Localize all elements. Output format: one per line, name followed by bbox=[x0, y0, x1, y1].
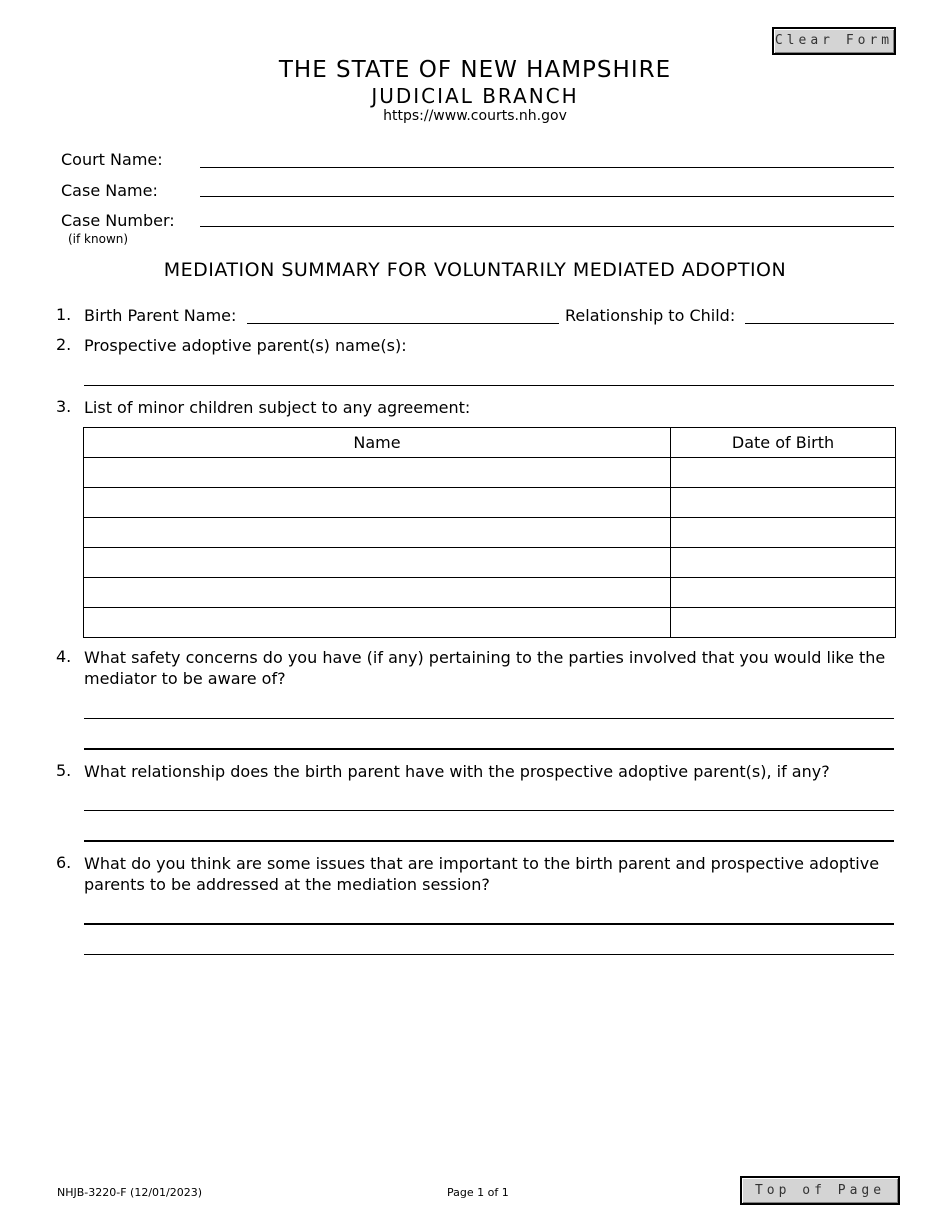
child-dob-cell[interactable] bbox=[671, 518, 896, 548]
if-known-note: (if known) bbox=[68, 232, 129, 246]
important-issues-field-line-2[interactable] bbox=[84, 954, 894, 955]
case-number-label: Case Number: bbox=[61, 211, 175, 230]
court-name-field[interactable] bbox=[200, 167, 894, 168]
birth-parent-name-field[interactable] bbox=[247, 323, 559, 324]
case-number-field[interactable] bbox=[200, 226, 894, 227]
safety-concerns-field-line-2[interactable] bbox=[84, 748, 894, 750]
safety-concerns-label: What safety concerns do you have (if any) pertaining to the parties involved that you would like the mediator to be aware of? bbox=[84, 648, 886, 688]
child-dob-cell[interactable] bbox=[671, 458, 896, 488]
item-3-number: 3. bbox=[56, 397, 72, 416]
item-4-number: 4. bbox=[56, 647, 72, 666]
table-header-row bbox=[84, 428, 896, 458]
relationship-field-line-1[interactable] bbox=[84, 810, 894, 811]
child-name-cell[interactable] bbox=[84, 518, 671, 548]
child-dob-cell[interactable] bbox=[671, 488, 896, 518]
child-name-cell[interactable] bbox=[84, 578, 671, 608]
item-6-number: 6. bbox=[56, 853, 72, 872]
child-name-cell[interactable] bbox=[84, 548, 671, 578]
column-header-dob: Date of Birth bbox=[671, 428, 896, 458]
important-issues-field-line-1[interactable] bbox=[84, 923, 894, 925]
birth-parent-name-label: Birth Parent Name: bbox=[84, 306, 237, 325]
state-title: THE STATE OF NEW HAMPSHIRE bbox=[278, 57, 672, 83]
court-website: https://www.courts.nh.gov bbox=[383, 108, 567, 124]
adoptive-parents-field[interactable] bbox=[84, 385, 894, 386]
table-row bbox=[84, 458, 896, 488]
children-list-label: List of minor children subject to any agreement: bbox=[84, 398, 471, 417]
case-name-label: Case Name: bbox=[61, 181, 158, 200]
adoptive-parents-label: Prospective adoptive parent(s) name(s): bbox=[84, 336, 407, 355]
child-name-cell[interactable] bbox=[84, 608, 671, 638]
relationship-label: What relationship does the birth parent have with the prospective adoptive parent(s), if any? bbox=[84, 762, 830, 781]
table-row bbox=[84, 548, 896, 578]
important-issues-label: What do you think are some issues that are important to the birth parent and prospective adoptive parents to be addressed at the mediation session? bbox=[84, 854, 880, 894]
column-header-name: Name bbox=[84, 428, 671, 458]
child-name-cell[interactable] bbox=[84, 488, 671, 518]
child-dob-cell[interactable] bbox=[671, 578, 896, 608]
form-title: MEDIATION SUMMARY FOR VOLUNTARILY MEDIATED ADOPTION bbox=[163, 259, 787, 281]
table-row bbox=[84, 488, 896, 518]
form-id: NHJB-3220-F (12/01/2023) bbox=[57, 1186, 203, 1199]
safety-concerns-field-line-1[interactable] bbox=[84, 718, 894, 719]
table-row bbox=[84, 518, 896, 548]
relationship-field-line-2[interactable] bbox=[84, 840, 894, 842]
case-name-field[interactable] bbox=[200, 196, 894, 197]
court-name-label: Court Name: bbox=[61, 150, 163, 169]
page-number: Page 1 of 1 bbox=[447, 1186, 509, 1199]
item-1-number: 1. bbox=[56, 305, 72, 324]
relationship-to-child-label: Relationship to Child: bbox=[565, 306, 736, 325]
relationship-to-child-field[interactable] bbox=[745, 323, 894, 324]
item-5-number: 5. bbox=[56, 761, 72, 780]
table-row bbox=[84, 608, 896, 638]
clear-form-button[interactable]: Clear Form bbox=[772, 27, 896, 55]
table-row bbox=[84, 578, 896, 608]
child-name-cell[interactable] bbox=[84, 458, 671, 488]
children-table bbox=[83, 427, 896, 638]
item-2-number: 2. bbox=[56, 335, 72, 354]
top-of-page-button[interactable]: Top of Page bbox=[740, 1176, 900, 1205]
branch-title: JUDICIAL BRANCH bbox=[371, 84, 579, 108]
child-dob-cell[interactable] bbox=[671, 608, 896, 638]
child-dob-cell[interactable] bbox=[671, 548, 896, 578]
